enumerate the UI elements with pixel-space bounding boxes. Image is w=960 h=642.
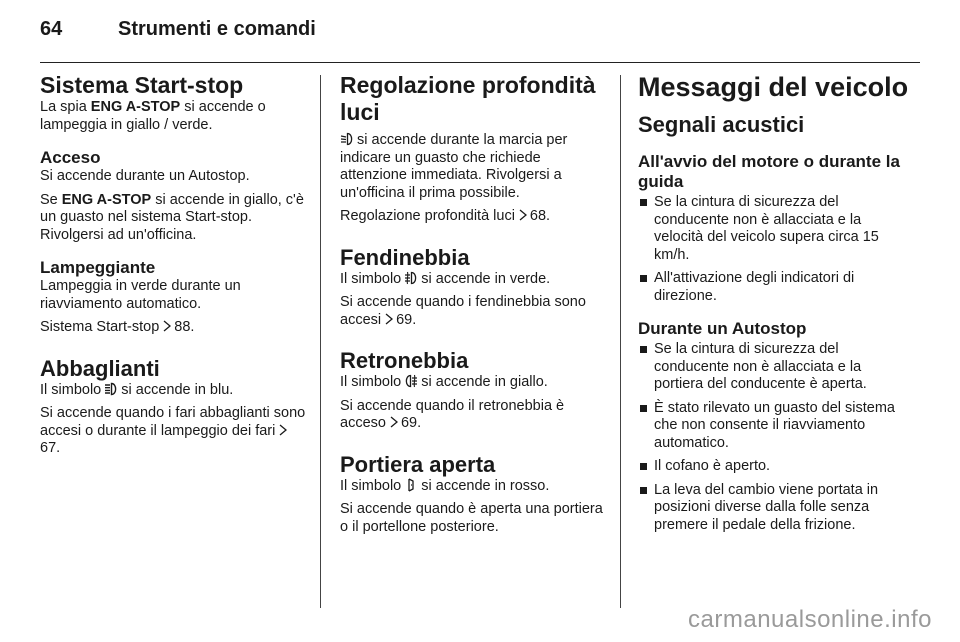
column-divider-2 [620, 75, 621, 608]
retronebbia-text-2: Si accende quando il retronebbia è acceso 69. [340, 397, 565, 431]
bullet-icon [640, 346, 647, 353]
column-3 [638, 72, 910, 534]
list-item: Il cofano è aperto. [638, 458, 910, 476]
column-divider-1 [320, 75, 321, 608]
headlight-range-icon [340, 132, 354, 146]
page-number: 64 [40, 18, 63, 40]
portiera-title: Portiera aperta [340, 451, 496, 477]
fendinebbia-text-1: Il simbolo si accende in verde. [340, 270, 551, 287]
autostop-title: Durante un Autostop [638, 319, 807, 338]
segnali-acustici-title: Segnali acustici [638, 112, 805, 137]
start-stop-text: La spia ENG A-STOP si accende o lampeggia in giallo / verde. [40, 99, 266, 133]
portiera-text-2: Si accende quando è aperta una portiera o il portellone posteriore. [340, 501, 603, 535]
page-ref-arrow-icon [390, 416, 398, 428]
rear-fog-light-icon [404, 374, 418, 388]
high-beam-icon [104, 382, 118, 396]
start-stop-title: Sistema Start-stop [40, 72, 244, 98]
portiera-text-1: Il simbolo si accende in rosso. [340, 477, 550, 494]
retronebbia-text-1: Il simbolo si accende in giallo. [340, 374, 548, 390]
acceso-text-2: Se ENG A-STOP si accende in giallo, c'è un guasto nel sistema Start-stop. Rivolgersi ad un'officina. [40, 191, 304, 243]
column-2 [340, 72, 608, 536]
profondita-text-1: si accende durante la marcia per indicare un guasto che richiede attenzione immediata. Rivolgersi a un'officina il prima possibile. [340, 132, 568, 201]
door-open-icon [404, 478, 418, 492]
abbaglianti-text-1: Il simbolo si accende in blu. [40, 381, 234, 398]
fendinebbia-title: Fendinebbia [340, 244, 470, 270]
acceso-title: Acceso [40, 148, 101, 167]
abbaglianti-text-2: Si accende quando i fari abbaglianti sono accesi o durante il lampeggio dei fari67. [40, 405, 306, 456]
avvio-title: All'avvio del motore o durante la guida [638, 152, 900, 191]
column-1 [40, 72, 310, 458]
front-fog-light-icon [404, 271, 418, 285]
page-ref-arrow-icon [385, 313, 393, 325]
page-ref-arrow-icon [279, 424, 287, 436]
fendinebbia-text-2: Si accende quando i fendinebbia sono accesi 69. [340, 294, 586, 328]
watermark: carmanualsonline.info [688, 606, 932, 633]
list-item: La leva del cambio viene portata in posizioni diverse dalla folle senza premere il pedale della frizione. [638, 482, 910, 535]
bullet-icon [640, 405, 647, 412]
lampeggiante-title: Lampeggiante [40, 258, 156, 277]
bullet-icon [640, 487, 647, 494]
abbaglianti-title: Abbaglianti [40, 355, 160, 381]
autostop-list [638, 341, 910, 534]
page-ref-arrow-icon [163, 320, 171, 332]
list-item: È stato rilevato un guasto del sistema che non consente il riavviamento automatico. [638, 400, 910, 453]
avvio-list [638, 194, 910, 305]
lampeggiante-text-1: Lampeggia in verde durante un riavviamento automatico. [40, 278, 241, 312]
list-item: Se la cintura di sicurezza del conducente non è allacciata e la portiera del conducente è aperta. [638, 341, 910, 394]
bullet-icon [640, 463, 647, 470]
lampeggiante-text-2: Sistema Start-stop 88. [40, 319, 195, 335]
bullet-icon [640, 199, 647, 206]
page-ref-arrow-icon [519, 209, 527, 221]
section-title: Strumenti e comandi [118, 18, 316, 40]
profondita-title: Regolazione profondità luci [340, 72, 596, 125]
acceso-text-1: Si accende durante un Autostop. [40, 168, 250, 184]
list-item: All'attivazione degli indicatori di direzione. [638, 270, 910, 305]
profondita-text-2: Regolazione profondità luci 68. [340, 208, 551, 224]
retronebbia-title: Retronebbia [340, 348, 469, 373]
header-rule [40, 62, 920, 63]
bullet-icon [640, 275, 647, 282]
page-header [40, 18, 920, 48]
messaggi-title: Messaggi del veicolo [638, 72, 909, 102]
list-item: Se la cintura di sicurezza del conducente non è allacciata e la velocità del veicolo supera circa 15 km/h. [638, 194, 910, 264]
